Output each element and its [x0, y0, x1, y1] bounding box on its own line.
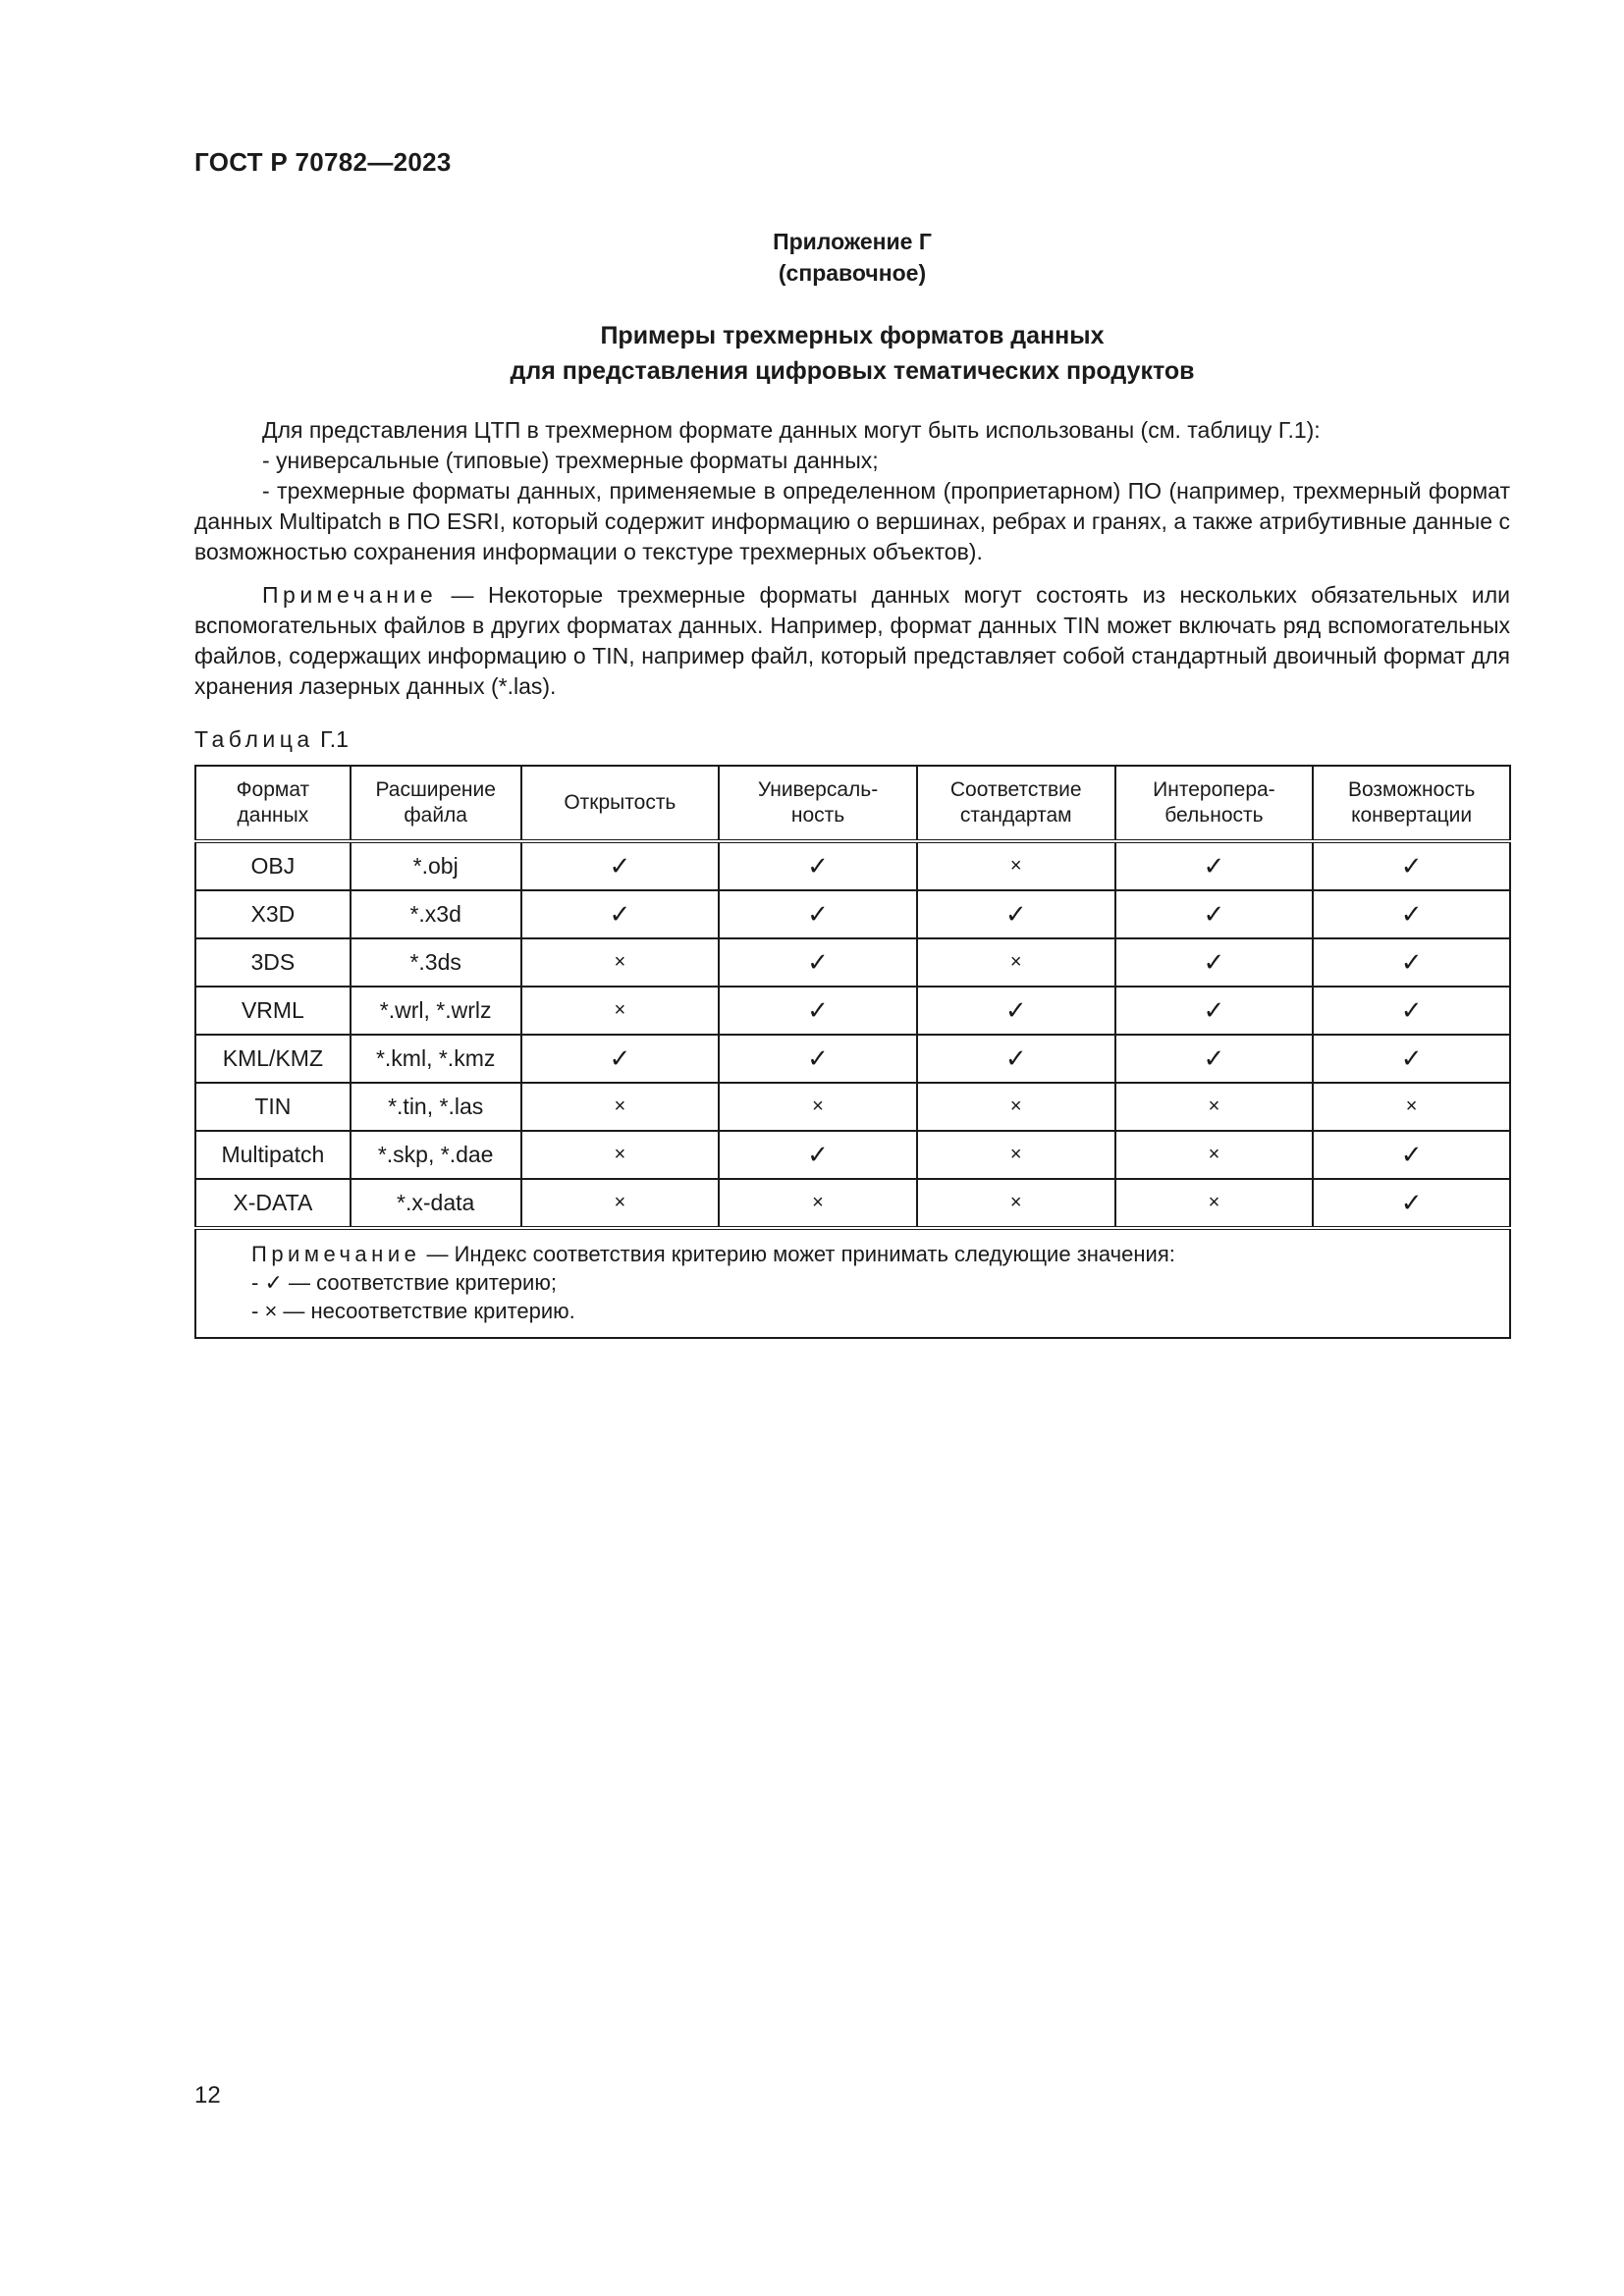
page-number: 12: [194, 2082, 221, 2109]
extension-cell: *.obj: [351, 841, 521, 890]
table-note-row: [195, 1228, 1510, 1338]
criterion-cell: ✓: [719, 1131, 917, 1179]
table-caption-number: Г.1: [313, 726, 349, 752]
criterion-cell: ×: [521, 1083, 720, 1131]
table-row: [195, 1131, 1510, 1179]
table-row: [195, 987, 1510, 1035]
criterion-cell: ✓: [1115, 890, 1314, 938]
table-row: [195, 841, 1510, 890]
table-note-line-1: - ✓ — соответствие критерию;: [251, 1270, 557, 1295]
extension-cell: *.3ds: [351, 938, 521, 987]
criterion-cell: ✓: [1313, 987, 1510, 1035]
list-item-1: - универсальные (типовые) трехмерные форматы данных;: [262, 448, 879, 473]
criterion-cell: ✓: [521, 1035, 720, 1083]
table-row: [195, 938, 1510, 987]
criterion-cell: ×: [917, 841, 1115, 890]
criterion-cell: ✓: [521, 841, 720, 890]
extension-cell: *.x3d: [351, 890, 521, 938]
criterion-cell: ✓: [1313, 1131, 1510, 1179]
criterion-cell: ×: [917, 1131, 1115, 1179]
format-cell: X3D: [195, 890, 351, 938]
table-note-label: Примечание: [251, 1242, 421, 1266]
header-format: Формат данных: [195, 766, 351, 841]
table-note-text: — Индекс соответствия критерию может принимать следующие значения:: [420, 1242, 1175, 1266]
extension-cell: *.kml, *.kmz: [351, 1035, 521, 1083]
header-conversion: Возможность конвертации: [1313, 766, 1510, 841]
header-interoperability: Интеропера- бельность: [1115, 766, 1314, 841]
annex-title: Приложение Г: [773, 229, 932, 254]
criterion-cell: ×: [719, 1179, 917, 1228]
table-row: [195, 1083, 1510, 1131]
criterion-cell: ✓: [1313, 841, 1510, 890]
format-cell: 3DS: [195, 938, 351, 987]
criterion-cell: ✓: [719, 890, 917, 938]
criterion-cell: ✓: [719, 938, 917, 987]
table-row: [195, 1179, 1510, 1228]
header-extension: Расширение файла: [351, 766, 521, 841]
header-universality: Универсаль- ность: [719, 766, 917, 841]
criterion-cell: ×: [521, 987, 720, 1035]
header-standards: Соответствие стандартам: [917, 766, 1115, 841]
extension-cell: *.skp, *.dae: [351, 1131, 521, 1179]
note-text: — Некоторые трехмерные форматы данных могут состоять из нескольких обязательных или вспомогательных файлов в других форматах данных. Например, формат данных TIN может включать ряд вспомогательных файлов, содержащих информацию о TIN, например файл, который представляет собой стандартный двоичный формат для хранения лазерных данных (*.las).: [194, 582, 1510, 699]
criterion-cell: ✓: [1115, 1035, 1314, 1083]
extension-cell: *.wrl, *.wrlz: [351, 987, 521, 1035]
table-header-row: [195, 766, 1510, 841]
criterion-cell: ✓: [1115, 841, 1314, 890]
criterion-cell: ×: [1115, 1179, 1314, 1228]
criterion-cell: ✓: [1313, 1035, 1510, 1083]
criterion-cell: ✓: [1313, 1179, 1510, 1228]
header-openness: Открытость: [521, 766, 720, 841]
extension-cell: *.tin, *.las: [351, 1083, 521, 1131]
criterion-cell: ×: [1313, 1083, 1510, 1131]
document-title: [194, 318, 1510, 389]
criterion-cell: ×: [521, 1131, 720, 1179]
format-cell: VRML: [195, 987, 351, 1035]
standard-code: ГОСТ Р 70782—2023: [194, 147, 452, 177]
table-row: [195, 1035, 1510, 1083]
criterion-cell: ×: [917, 938, 1115, 987]
note-paragraph: [194, 580, 1510, 702]
criterion-cell: ×: [521, 938, 720, 987]
criterion-cell: ×: [719, 1083, 917, 1131]
format-cell: X-DATA: [195, 1179, 351, 1228]
criterion-cell: ✓: [719, 841, 917, 890]
criterion-cell: ×: [917, 1179, 1115, 1228]
criterion-cell: ✓: [1313, 938, 1510, 987]
criterion-cell: ×: [917, 1083, 1115, 1131]
formats-table: [194, 765, 1511, 1339]
table-row: [195, 890, 1510, 938]
criterion-cell: ×: [1115, 1083, 1314, 1131]
format-cell: Multipatch: [195, 1131, 351, 1179]
criterion-cell: ×: [1115, 1131, 1314, 1179]
criterion-cell: ✓: [719, 987, 917, 1035]
table-caption: [194, 726, 349, 753]
intro-paragraph: Для представления ЦТП в трехмерном формате данных могут быть использованы (см. таблицу Г.1):: [262, 417, 1321, 443]
criterion-cell: ✓: [1313, 890, 1510, 938]
criterion-cell: ✓: [719, 1035, 917, 1083]
criterion-cell: ✓: [521, 890, 720, 938]
annex-heading: [194, 226, 1510, 289]
body-text: [194, 415, 1510, 567]
criterion-cell: ✓: [917, 987, 1115, 1035]
extension-cell: *.x-data: [351, 1179, 521, 1228]
table-note-line-2: - × — несоответствие критерию.: [251, 1299, 575, 1323]
table-note: [195, 1228, 1510, 1338]
criterion-cell: ✓: [917, 890, 1115, 938]
annex-kind: (справочное): [778, 260, 927, 286]
table-note-line-0: [251, 1240, 1509, 1268]
format-cell: OBJ: [195, 841, 351, 890]
format-cell: KML/KMZ: [195, 1035, 351, 1083]
note-label: Примечание: [262, 582, 438, 608]
title-line-2: для представления цифровых тематических продуктов: [510, 357, 1195, 385]
criterion-cell: ✓: [1115, 987, 1314, 1035]
format-cell: TIN: [195, 1083, 351, 1131]
criterion-cell: ✓: [1115, 938, 1314, 987]
list-item-2: - трехмерные форматы данных, применяемые в определенном (проприетарном) ПО (например, трехмерный формат данных Multipatch в ПО ESRI, который содержит информацию о вершинах, ребрах и гранях, а также атрибутивные данные с возможностью сохранения информации о текстуре трехмерных объектов).: [194, 478, 1510, 564]
table-caption-label: Таблица: [194, 726, 314, 752]
criterion-cell: ×: [521, 1179, 720, 1228]
title-line-1: Примеры трехмерных форматов данных: [600, 322, 1105, 349]
criterion-cell: ✓: [917, 1035, 1115, 1083]
